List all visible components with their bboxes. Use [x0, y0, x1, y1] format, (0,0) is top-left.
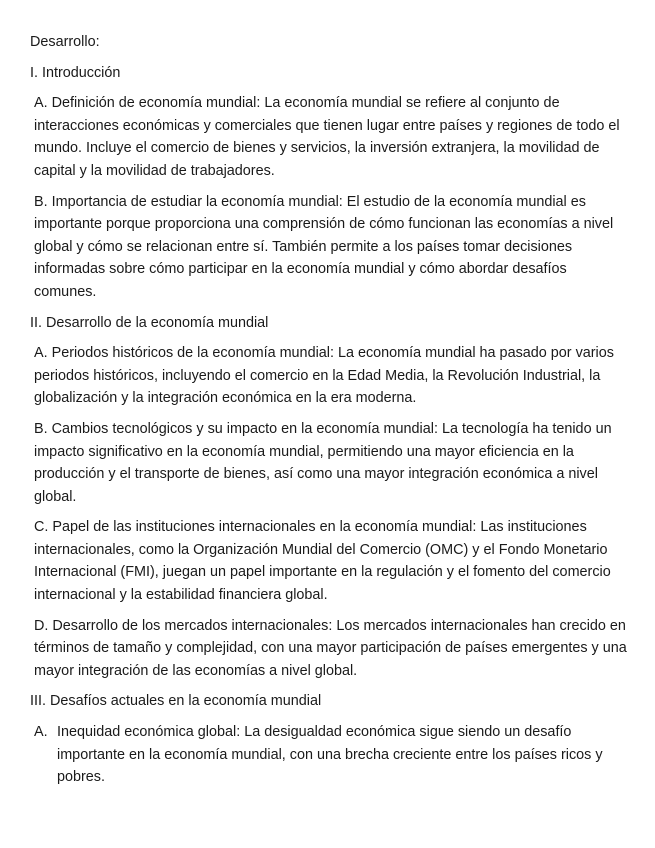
- section-1-paragraph-a: [30, 92, 630, 182]
- section-2-paragraph-a: [30, 342, 630, 410]
- paragraph-text: B. Importancia de estudiar la economía mundial: El estudio de la economía mundial es importante porque proporciona una comprensión de cómo funcionan las economías a nivel global y cómo se relacionan entre sí. También permite a los países tomar decisiones informadas sobre cómo participar en la economía mundial y cómo abordar desafíos comunes.: [34, 193, 614, 300]
- paragraph-text: C. Papel de las instituciones internacionales en la economía mundial: Las instituciones internacionales, como la Organización Mundial del Comercio (OMC) y el Fondo Monetario Internacional (FMI), juegan un papel importante en la regulación y el fomento del comercio internacional y la estabilidad financiera global.: [34, 519, 611, 604]
- section-2-paragraph-b: [30, 418, 630, 508]
- document-heading: Desarrollo:: [30, 34, 100, 50]
- paragraph-text: D. Desarrollo de los mercados internacionales: Los mercados internacionales han crecido en términos de tamaño y complejidad, con una mayor participación de países emergentes y una mayor integración de las economías a nivel global.: [34, 617, 627, 679]
- paragraph-text: A. Periodos históricos de la economía mundial: La economía mundial ha pasado por varios periodos históricos, incluyendo el comercio en la Edad Media, la Revolución Industrial, la globalización y la integración económica en la era moderna.: [34, 345, 614, 407]
- section-2-title: II. Desarrollo de la economía mundial: [30, 314, 269, 331]
- section-1-paragraph-b: [30, 191, 630, 304]
- section-1-title: I. Introducción: [30, 64, 121, 81]
- section-3-title: III. Desafíos actuales en la economía mundial: [30, 693, 322, 710]
- section-2-paragraph-d: [30, 615, 630, 683]
- section-2-paragraph-c: [30, 516, 630, 606]
- list-marker: A.: [34, 724, 48, 741]
- paragraph-text: B. Cambios tecnológicos y su impacto en la economía mundial: La tecnología ha tenido un impacto significativo en la economía mundial, permitiendo una mayor eficiencia en la producción y el transporte de bienes, así como una mayor integración económica a nivel global.: [34, 420, 612, 505]
- paragraph-text: A. Definición de economía mundial: La economía mundial se refiere al conjunto de interacciones económicas y comerciales que tienen lugar entre países y regiones de todo el mundo. Incluye el comercio de bienes y servicios, la inversión extranjera, la movilidad de capital y la movilidad de trabajadores.: [34, 95, 620, 179]
- list-item-text: Inequidad económica global: La desigualdad económica sigue siendo un desafío importante en la economía mundial, con una brecha creciente entre los países ricos y pobres.: [57, 724, 603, 786]
- section-3-list-item-a: [30, 721, 630, 789]
- document-page: [30, 31, 630, 797]
